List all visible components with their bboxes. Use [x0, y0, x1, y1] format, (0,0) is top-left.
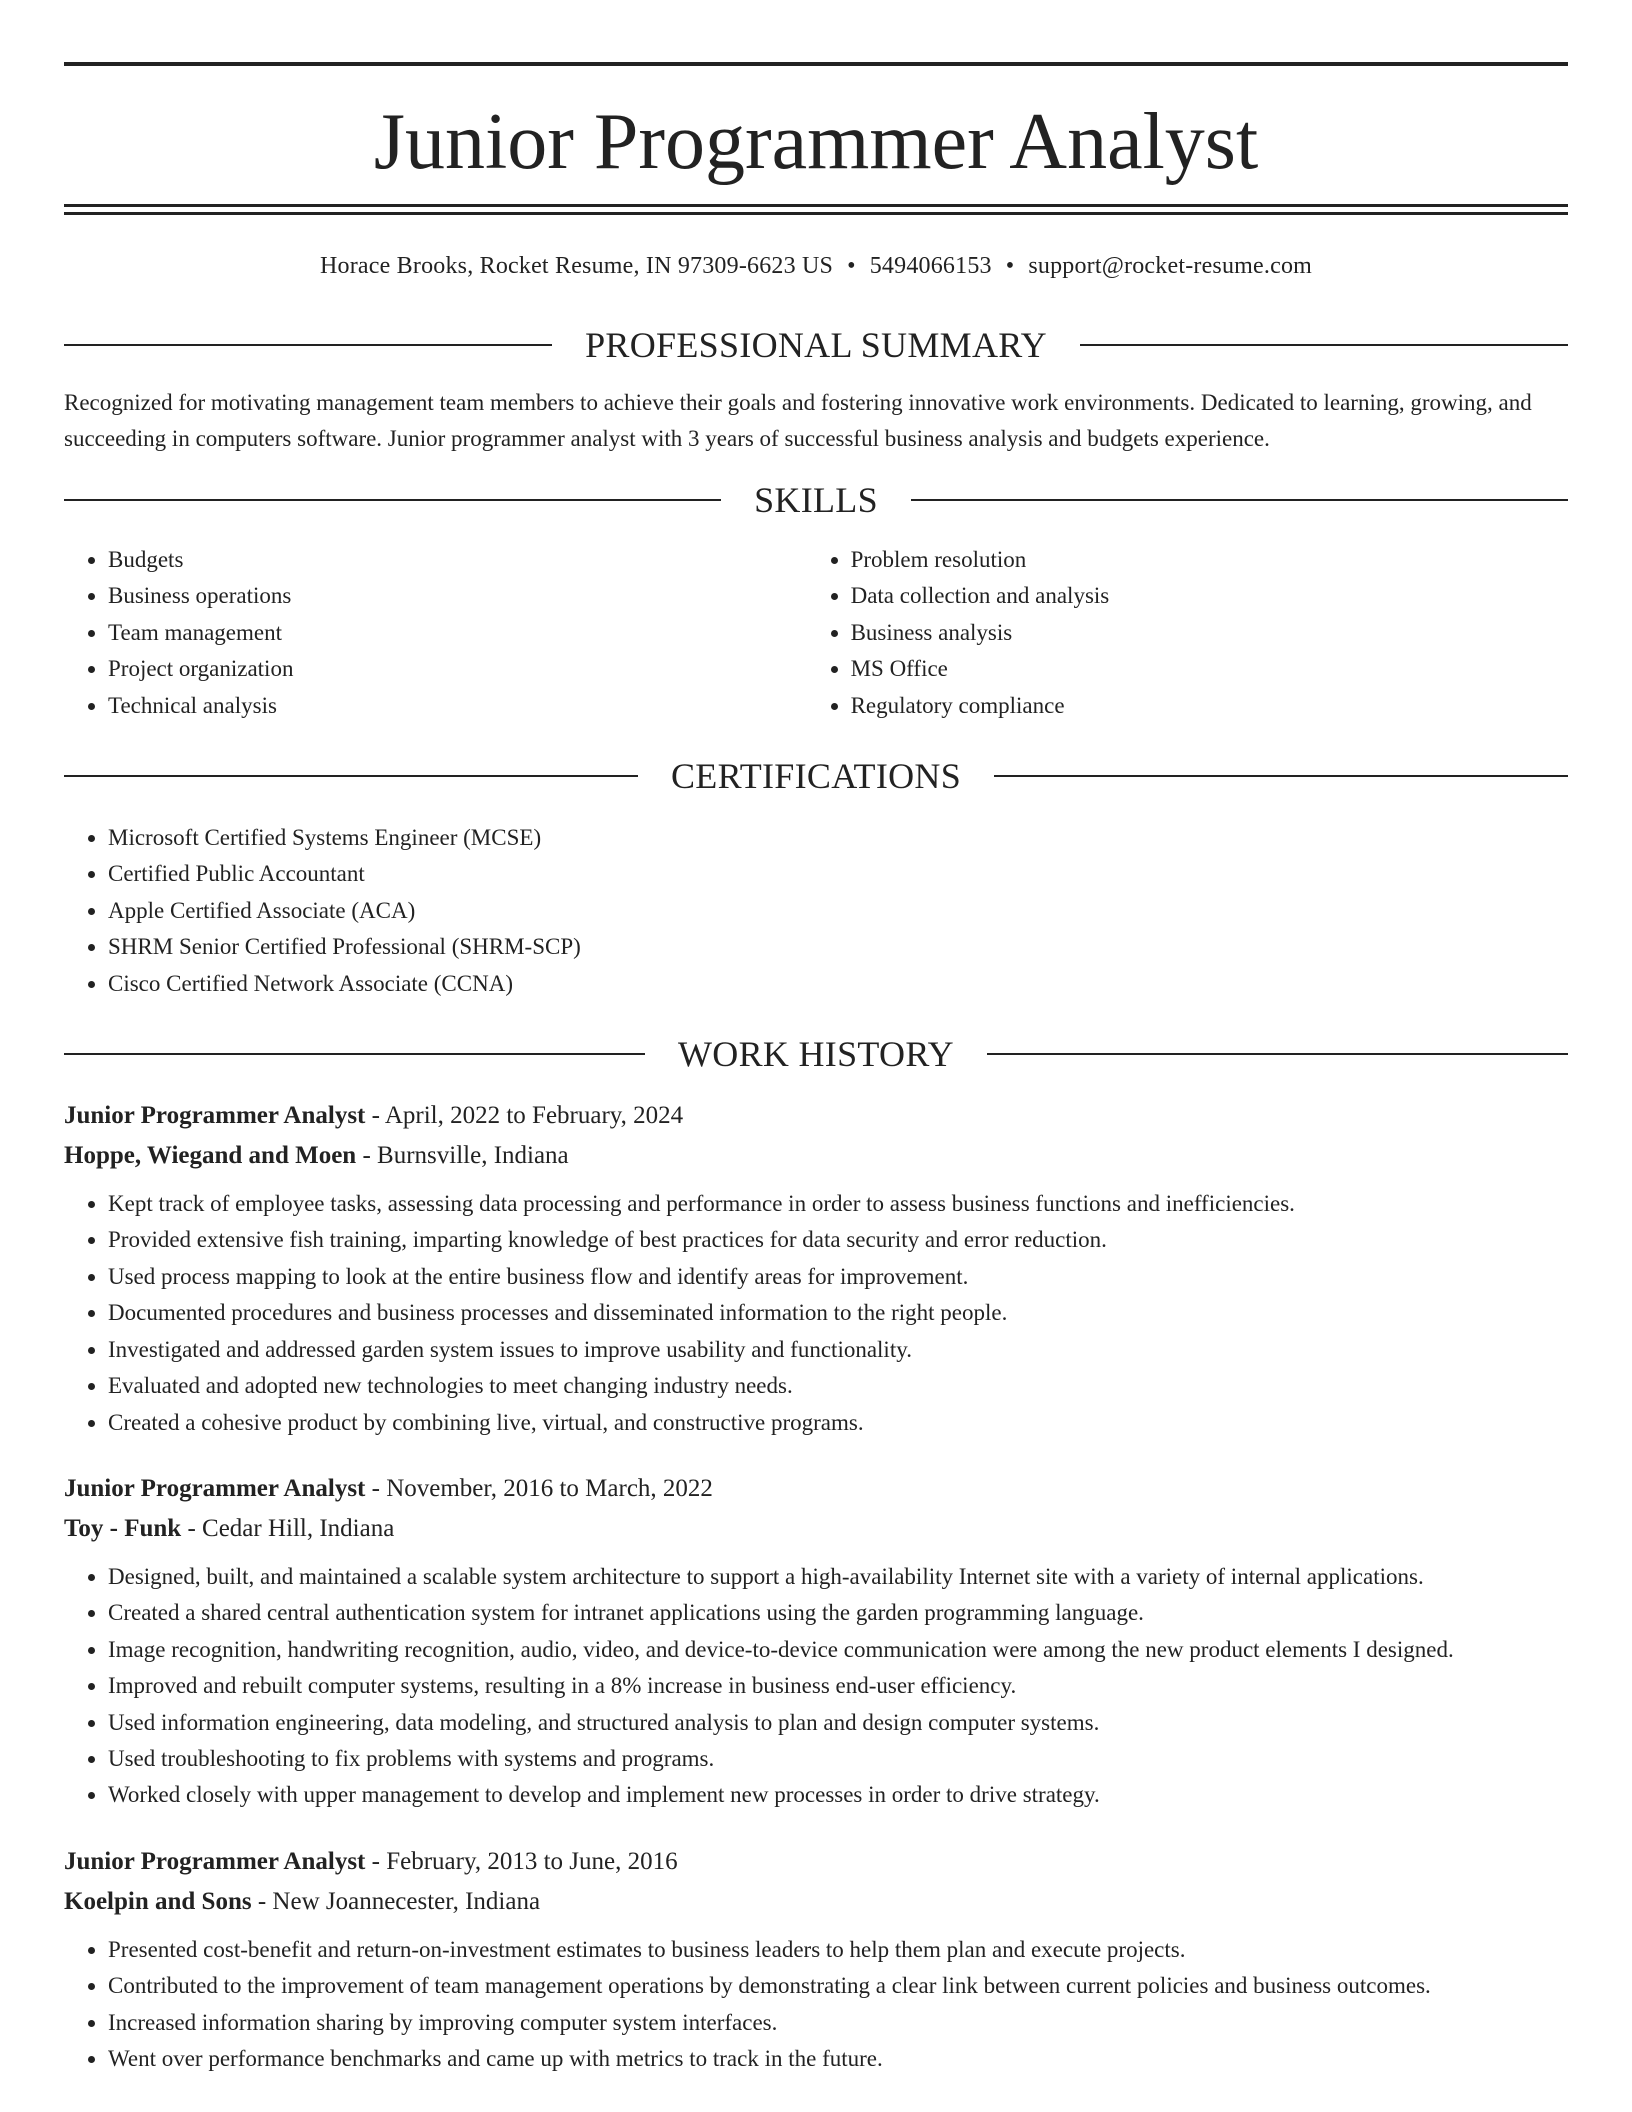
- job-entry: [64, 1842, 1568, 2078]
- resume-page: [64, 62, 1568, 2077]
- heading-rule: [987, 1053, 1568, 1055]
- job-bullet: • Kept track of employee tasks, assessing data processing and performance in order to assess business functions and inefficiencies.: [108, 1186, 1568, 1222]
- section-heading-skills: [64, 480, 1568, 520]
- job-title-line: [64, 1469, 1568, 1509]
- job-title-line: [64, 1096, 1568, 1136]
- skill-item: • Business analysis: [851, 615, 1568, 651]
- certifications-list: [64, 820, 1568, 1002]
- heading-rule: [64, 775, 638, 777]
- job-location: - Burnsville, Indiana: [356, 1142, 569, 1170]
- skill-item: • Business operations: [108, 578, 807, 614]
- certification-item: • Certified Public Accountant: [108, 856, 1568, 892]
- heading-rule: [994, 775, 1568, 777]
- job-bullet: • Presented cost-benefit and return-on-investment estimates to business leaders to help them plan and execute projects.: [108, 1932, 1568, 1968]
- job-company-line: [64, 1136, 1568, 1176]
- section-heading-summary: [64, 325, 1568, 365]
- heading-rule: [1080, 344, 1568, 346]
- job-bullet: • Went over performance benchmarks and came up with metrics to track in the future.: [108, 2041, 1568, 2077]
- job-bullet: • Created a cohesive product by combining live, virtual, and constructive programs.: [108, 1405, 1568, 1441]
- job-title-line: [64, 1842, 1568, 1882]
- job-entry: [64, 1469, 1568, 1814]
- skill-item: • Budgets: [108, 542, 807, 578]
- section-title: CERTIFICATIONS: [670, 756, 962, 797]
- section-title: PROFESSIONAL SUMMARY: [585, 325, 1047, 365]
- skill-item: • MS Office: [851, 651, 1568, 687]
- certification-item: • Apple Certified Associate (ACA): [108, 893, 1568, 929]
- job-bullet: • Evaluated and adopted new technologies to meet changing industry needs.: [108, 1368, 1568, 1404]
- heading-rule: [911, 499, 1568, 501]
- section-heading-certifications: [64, 756, 1568, 796]
- job-bullet: • Used information engineering, data modeling, and structured analysis to plan and design computer systems.: [108, 1705, 1568, 1741]
- job-bullet: • Contributed to the improvement of team management operations by demonstrating a clear link between current policies and business outcomes.: [108, 1968, 1568, 2004]
- job-company: Hoppe, Wiegand and Moen: [64, 1142, 357, 1170]
- section-heading-work-history: [64, 1034, 1568, 1074]
- skill-item: • Project organization: [108, 651, 807, 687]
- contact-separator: •: [1005, 253, 1015, 279]
- section-title: SKILLS: [754, 480, 878, 520]
- job-location: - Cedar Hill, Indiana: [181, 1514, 395, 1542]
- skills-column-right: [807, 542, 1568, 724]
- skills-list: [64, 542, 1568, 724]
- certification-item: • Microsoft Certified Systems Engineer (MCSE): [108, 820, 1568, 856]
- job-company: Toy - Funk: [64, 1514, 182, 1542]
- contact-email: support@rocket-resume.com: [1028, 253, 1313, 279]
- skill-item: • Technical analysis: [108, 688, 807, 724]
- job-dates: - April, 2022 to February, 2024: [365, 1102, 684, 1130]
- job-bullet: • Used troubleshooting to fix problems with systems and programs.: [108, 1741, 1568, 1777]
- skill-item: • Data collection and analysis: [851, 578, 1568, 614]
- heading-rule: [64, 1053, 645, 1055]
- certification-item: • Cisco Certified Network Associate (CCNA): [108, 966, 1568, 1002]
- skill-item: • Regulatory compliance: [851, 688, 1568, 724]
- job-dates: - November, 2016 to March, 2022: [365, 1474, 713, 1502]
- job-bullet: • Investigated and addressed garden system issues to improve usability and functionality.: [108, 1332, 1568, 1368]
- contact-line: [64, 251, 1568, 281]
- job-bullets: [64, 1932, 1568, 2078]
- job-title: Junior Programmer Analyst: [64, 1102, 366, 1130]
- skills-column-left: [64, 542, 807, 724]
- job-bullet: • Designed, built, and maintained a scalable system architecture to support a high-availability Internet site with a variety of internal applications.: [108, 1559, 1568, 1595]
- contact-address: Horace Brooks, Rocket Resume, IN 97309-6623 US: [319, 253, 834, 279]
- skill-item: • Team management: [108, 615, 807, 651]
- job-bullets: [64, 1186, 1568, 1441]
- heading-rule: [64, 344, 552, 346]
- job-bullet: • Created a shared central authentication system for intranet applications using the garden programming language.: [108, 1595, 1568, 1631]
- section-title: WORK HISTORY: [678, 1034, 954, 1075]
- job-bullets: [64, 1559, 1568, 1814]
- resume-title: Junior Programmer Analyst: [373, 98, 1259, 186]
- job-bullet: • Used process mapping to look at the entire business flow and identify areas for improvement.: [108, 1259, 1568, 1295]
- job-entry: [64, 1096, 1568, 1441]
- summary-text: Recognized for motivating management team members to achieve their goals and fostering innovative work environments. Dedicated to learning, growing, and succeeding in computers software. Junior programmer analyst with 3 years of successful business analysis and budgets experience.: [64, 390, 1532, 451]
- job-title: Junior Programmer Analyst: [64, 1847, 366, 1875]
- job-company: Koelpin and Sons: [64, 1887, 252, 1915]
- job-bullet: • Documented procedures and business processes and disseminated information to the right people.: [108, 1295, 1568, 1331]
- job-company-line: [64, 1882, 1568, 1922]
- job-company-line: [64, 1509, 1568, 1549]
- job-bullet: • Improved and rebuilt computer systems, resulting in a 8% increase in business end-user efficiency.: [108, 1668, 1568, 1704]
- job-dates: - February, 2013 to June, 2016: [365, 1847, 678, 1875]
- contact-phone: 5494066153: [869, 253, 992, 279]
- top-rule: [64, 62, 1568, 66]
- job-bullet: • Increased information sharing by improving computer system interfaces.: [108, 2005, 1568, 2041]
- contact-separator: •: [847, 253, 856, 279]
- heading-rule: [64, 499, 721, 501]
- title-double-rule: [64, 204, 1568, 215]
- job-bullet: • Worked closely with upper management to develop and implement new processes in order to drive strategy.: [108, 1777, 1568, 1813]
- certification-item: • SHRM Senior Certified Professional (SHRM-SCP): [108, 929, 1568, 965]
- job-bullet: • Image recognition, handwriting recognition, audio, video, and device-to-device communication were among the new product elements I designed.: [108, 1632, 1568, 1668]
- job-bullet: • Provided extensive fish training, imparting knowledge of best practices for data security and error reduction.: [108, 1222, 1568, 1258]
- job-title: Junior Programmer Analyst: [64, 1474, 366, 1502]
- job-location: - New Joannecester, Indiana: [251, 1887, 541, 1915]
- skill-item: • Problem resolution: [851, 542, 1568, 578]
